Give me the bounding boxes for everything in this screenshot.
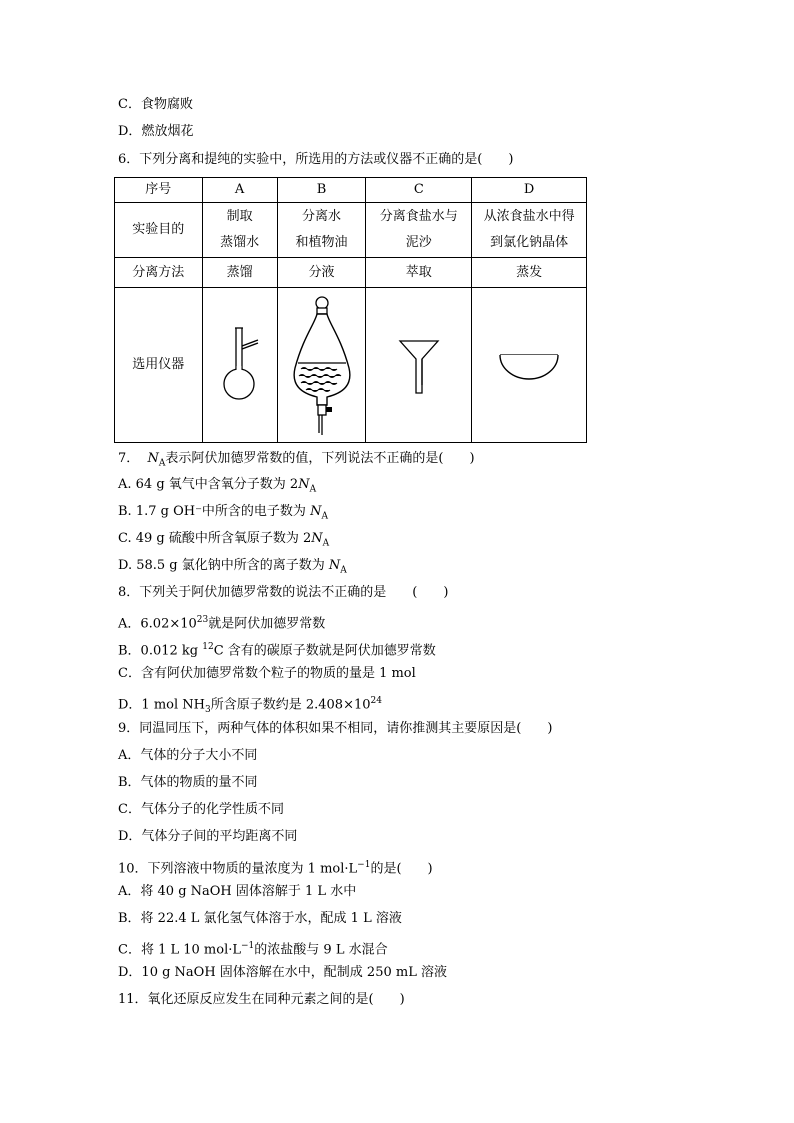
q8-option-b: B．0.012 kg $^{12}$C 含有的碳原子数就是阿伏加德罗常数	[118, 642, 436, 659]
header-c: C	[366, 178, 472, 203]
q7-option-a: A. 64 g 氧气中含氧分子数为 $2N_A$	[118, 477, 317, 495]
purpose-d: 从浓食盐水中得 到氯化钠晶体	[472, 203, 587, 258]
purpose-label: 实验目的	[115, 203, 203, 258]
purpose-a: 制取 蒸馏水	[202, 203, 277, 258]
header-index: 序号	[115, 178, 203, 203]
purpose-b: 分离水 和植物油	[277, 203, 366, 258]
method-a: 蒸馏	[202, 258, 277, 288]
q11-stem: 11．氧化还原反应发生在同种元素之间的是( )	[118, 992, 405, 1007]
method-d: 蒸发	[472, 258, 587, 288]
q10-option-c: C．将 1 L 10 $mol\cdot L^{-1}$的浓盐酸与 9 L 水混合	[118, 941, 388, 958]
method-c: 萃取	[366, 258, 472, 288]
q7-stem: 7． $N_A$表示阿伏加德罗常数的值，下列说法不正确的是( )	[118, 451, 475, 469]
separatory-funnel-icon	[287, 293, 357, 438]
instrument-a	[202, 288, 277, 443]
q6-stem: 6．下列分离和提纯的实验中，所选用的方法或仪器不正确的是( )	[118, 152, 514, 167]
header-a: A	[202, 178, 277, 203]
q9-option-b: B．气体的物质的量不同	[118, 775, 258, 790]
distillation-flask-icon	[210, 320, 270, 410]
funnel-icon	[394, 335, 444, 395]
purpose-c: 分离食盐水与 泥沙	[366, 203, 472, 258]
q8-option-d: D．1 mol $NH_3$所含原子数约是 $2.408\times 10^{24}$	[118, 696, 382, 715]
header-d: D	[472, 178, 587, 203]
q8-option-a: A．$6.02\times 10^{23}$就是阿伏加德罗常数	[118, 615, 326, 632]
instrument-d	[472, 288, 587, 443]
instrument-c	[366, 288, 472, 443]
q10-option-d: D．10 g NaOH 固体溶解在水中，配制成 250 mL 溶液	[118, 965, 447, 980]
q10-stem: 10．下列溶液中物质的量浓度为 1 $mol\cdot L^{-1}$的是( )	[118, 860, 433, 877]
option-c-prev: C．食物腐败	[118, 97, 193, 112]
q9-option-a: A．气体的分子大小不同	[118, 748, 258, 763]
q7-option-c: C. 49 g 硫酸中所含氧原子数为 $2N_A$	[118, 531, 330, 549]
q8-option-c: C．含有阿伏加德罗常数个粒子的物质的量是 1 mol	[118, 666, 416, 681]
q7-option-b: B. 1.7 g OH⁻中所含的电子数为 $N_A$	[118, 504, 328, 522]
q9-option-d: D．气体分子间的平均距离不同	[118, 829, 298, 844]
q10-option-a: A．将 40 g NaOH 固体溶解于 1 L 水中	[118, 884, 357, 899]
q9-option-c: C．气体分子的化学性质不同	[118, 802, 284, 817]
method-label: 分离方法	[115, 258, 203, 288]
instrument-label: 选用仪器	[115, 288, 203, 443]
method-b: 分液	[277, 258, 366, 288]
option-d-prev: D．燃放烟花	[118, 124, 194, 139]
header-b: B	[277, 178, 366, 203]
instrument-b	[277, 288, 366, 443]
q6-table	[114, 177, 587, 443]
q10-option-b: B．将 22.4 L 氯化氢气体溶于水，配成 1 L 溶液	[118, 911, 402, 926]
q8-stem: 8．下列关于阿伏加德罗常数的说法不正确的是 ( )	[118, 585, 449, 600]
evaporating-dish-icon	[494, 345, 564, 385]
q7-option-d: D. 58.5 g 氯化钠中所含的离子数为 $N_A$	[118, 558, 347, 576]
q9-stem: 9．同温同压下，两种气体的体积如果不相同，请你推测其主要原因是( )	[118, 721, 553, 736]
